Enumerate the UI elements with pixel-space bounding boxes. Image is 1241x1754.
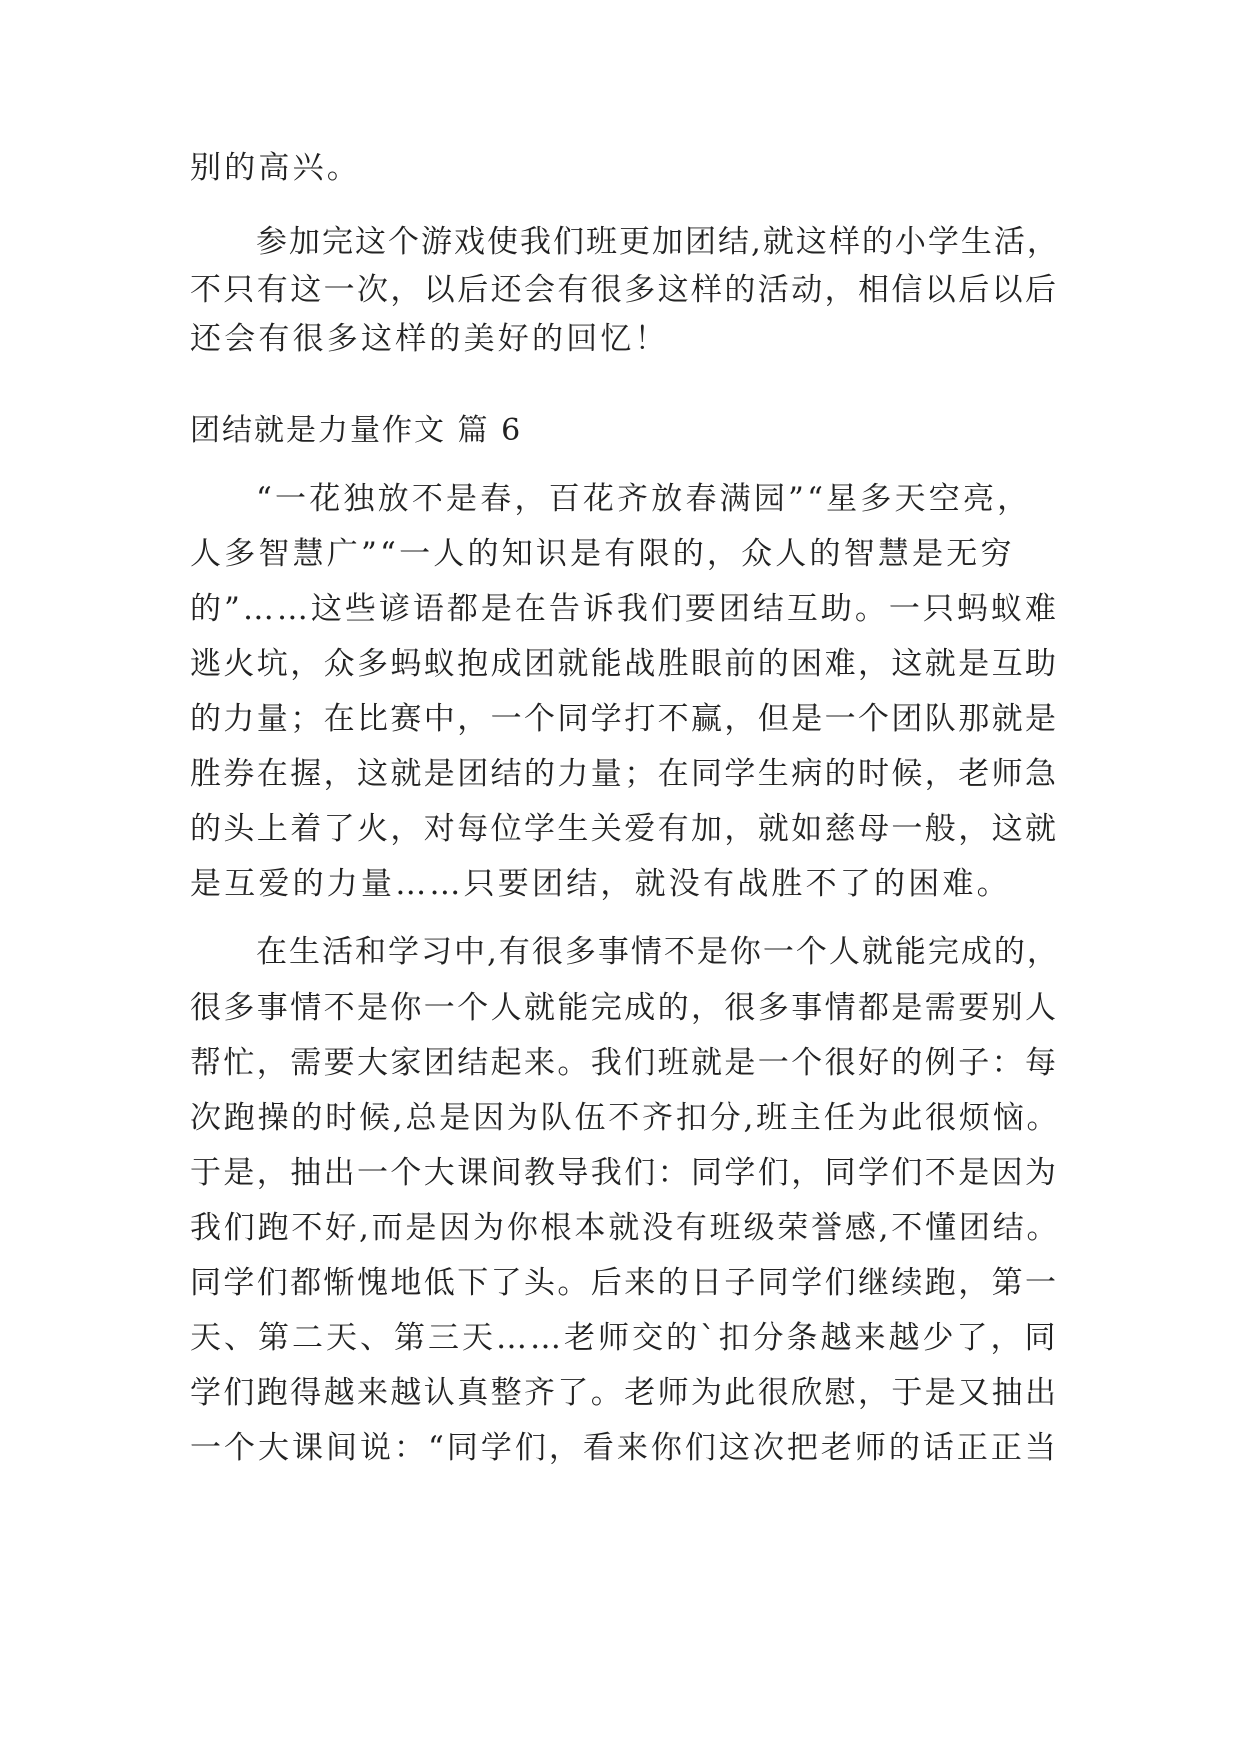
section-heading: 团结就是力量作文 篇 6 [190,413,523,448]
paragraph-line: 次跑操的时候,总是因为队伍不齐扣分,班主任为此很烦恼。 [190,1100,1061,1136]
paragraph-line: 很多事情不是你一个人就能完成的，很多事情都是需要别人 [190,990,1059,1026]
paragraph-line: 在生活和学习中,有很多事情不是你一个人就能完成的， [256,934,1060,970]
paragraph-line: 同学们都惭愧地低下了头。后来的日子同学们继续跑，第一 [190,1265,1059,1301]
paragraph-line: 胜券在握，这就是团结的力量；在同学生病的时候，老师急 [190,756,1059,792]
paragraph-line: 学们跑得越来越认真整齐了。老师为此很欣慰，于是又抽出 [190,1375,1059,1411]
paragraph-line: 我们跑不好,而是因为你根本就没有班级荣誉感,不懂团结。 [190,1210,1061,1246]
paragraph-line: 帮忙，需要大家团结起来。我们班就是一个很好的例子：每 [190,1045,1059,1081]
paragraph-line: 参加完这个游戏使我们班更加团结,就这样的小学生活， [256,224,1060,260]
paragraph-line: 一个大课间说：“同学们，看来你们这次把老师的话正正当 [190,1430,1059,1466]
paragraph-line: 还会有很多这样的美好的回忆！ [190,321,669,357]
paragraph-line: 的”……这些谚语都是在告诉我们要团结互助。一只蚂蚁难 [190,591,1059,627]
paragraph-line: 的力量；在比赛中，一个同学打不赢，但是一个团队那就是 [190,701,1059,737]
paragraph-line: 于是，抽出一个大课间教导我们：同学们，同学们不是因为 [190,1155,1059,1191]
paragraph-line: 别的高兴。 [190,150,361,186]
paragraph-line: 是互爱的力量……只要团结，就没有战胜不了的困难。 [190,866,1011,902]
paragraph-line: 的头上着了火，对每位学生关爱有加，就如慈母一般，这就 [190,811,1059,847]
paragraph-line: 人多智慧广”“一人的知识是有限的，众人的智慧是无穷 [190,536,1015,572]
paragraph-line: 逃火坑，众多蚂蚁抱成团就能战胜眼前的困难，这就是互助 [190,646,1059,682]
paragraph-line: 不只有这一次，以后还会有很多这样的活动，相信以后以后 [190,272,1059,308]
paragraph-line: 天、第二天、第三天……老师交的`扣分条越来越少了，同 [190,1320,1059,1356]
paragraph-line: “一花独放不是春，百花齐放春满园”“星多天空亮， [256,481,1032,517]
